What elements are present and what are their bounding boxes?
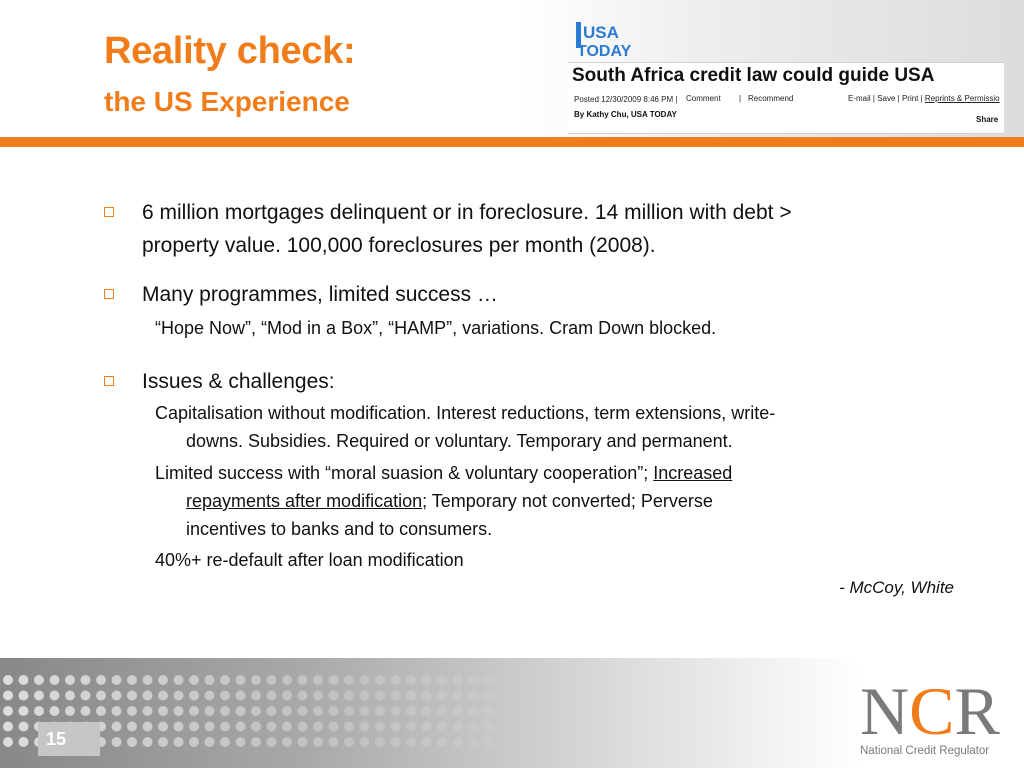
footer-dot xyxy=(344,706,354,716)
sub-bullet-continuation xyxy=(186,487,713,515)
sub-bullet-text: ; Temporary not converted; Perverse xyxy=(422,491,713,511)
footer-dot xyxy=(189,737,199,747)
footer-dot xyxy=(158,706,168,716)
footer-dot xyxy=(143,706,153,716)
clipping-reprints-link[interactable]: Reprints & Permissio xyxy=(924,94,1000,103)
footer-dot xyxy=(50,675,60,685)
footer-dot xyxy=(406,737,416,747)
footer-dot xyxy=(267,737,277,747)
bullet-continuation xyxy=(142,229,656,262)
footer-dot xyxy=(205,706,215,716)
clipping-tools xyxy=(848,94,1003,103)
footer-dot xyxy=(81,691,91,701)
page-number-box xyxy=(38,722,100,756)
footer-dot xyxy=(19,722,29,732)
footer-dot xyxy=(375,691,385,701)
footer-dot xyxy=(220,675,230,685)
sub-bullet-continuation xyxy=(186,427,733,455)
footer-dot xyxy=(189,706,199,716)
ncr-logo-mark: NCR xyxy=(860,673,1000,749)
sub-bullet xyxy=(155,459,732,487)
footer-dot xyxy=(174,737,184,747)
footer-dot xyxy=(205,722,215,732)
footer-dot xyxy=(127,722,137,732)
footer-dot xyxy=(375,675,385,685)
footer-dot xyxy=(406,675,416,685)
clipping-posted-date: Posted 12/30/2009 8:46 PM | xyxy=(574,95,678,104)
footer-dot xyxy=(282,737,292,747)
footer-dot xyxy=(143,737,153,747)
footer-dot xyxy=(391,706,401,716)
footer-dot xyxy=(236,691,246,701)
footer-dot xyxy=(205,691,215,701)
footer-dot xyxy=(174,675,184,685)
footer-dot xyxy=(282,675,292,685)
footer-dot xyxy=(391,675,401,685)
news-clipping xyxy=(568,62,1004,134)
bullet-text: property value. 100,000 foreclosures per month (2008). xyxy=(142,234,656,257)
clipping-recommend-link[interactable]: Recommend xyxy=(748,94,794,103)
footer-dot xyxy=(360,675,370,685)
bullet-item xyxy=(142,365,335,398)
sub-bullet xyxy=(155,314,716,342)
sub-bullet-text: 40%+ re-default after loan modification xyxy=(155,550,464,570)
footer-dot xyxy=(391,691,401,701)
footer-dot xyxy=(143,675,153,685)
footer-dot xyxy=(344,737,354,747)
sub-bullet-continuation xyxy=(186,515,492,543)
footer-dot xyxy=(344,675,354,685)
sub-bullet-underlined: repayments after modification xyxy=(186,491,423,511)
footer-dot xyxy=(112,675,122,685)
footer-dot xyxy=(50,691,60,701)
sub-bullet-text: Capitalisation without modification. Interest reductions, term extensions, write- xyxy=(155,403,776,423)
footer-dot xyxy=(189,675,199,685)
footer-dot xyxy=(406,706,416,716)
footer-dot xyxy=(453,691,463,701)
slide-subtitle: the US Experience xyxy=(104,86,350,117)
usa-today-logo xyxy=(576,20,648,60)
footer-dot xyxy=(468,737,478,747)
footer-dot xyxy=(220,722,230,732)
footer-dot xyxy=(19,737,29,747)
footer-dot xyxy=(127,675,137,685)
footer-dot xyxy=(453,722,463,732)
footer-dot xyxy=(484,706,494,716)
source-attribution: - McCoy, White xyxy=(839,578,954,597)
footer-dot xyxy=(96,675,106,685)
footer-dot xyxy=(468,675,478,685)
footer-dot xyxy=(251,706,261,716)
footer-dot xyxy=(267,675,277,685)
footer-dot xyxy=(437,706,447,716)
logo-line-today: TODAY xyxy=(577,43,632,60)
footer-dot xyxy=(127,691,137,701)
footer-dot xyxy=(34,691,44,701)
footer-dot xyxy=(406,691,416,701)
footer-dot xyxy=(453,737,463,747)
clipping-comment-link[interactable]: Comment xyxy=(686,94,721,103)
slide-title: Reality check: xyxy=(104,30,356,72)
footer-dot xyxy=(437,722,447,732)
bullet-item xyxy=(142,196,792,229)
footer-dot xyxy=(158,722,168,732)
footer-dot xyxy=(453,675,463,685)
footer-dot xyxy=(143,691,153,701)
sub-bullet-text: downs. Subsidies. Required or voluntary. Temporary and permanent. xyxy=(186,431,733,451)
footer-dot xyxy=(96,706,106,716)
sub-bullet-text: Limited success with “moral suasion & voluntary cooperation”; xyxy=(155,463,654,483)
footer-dot xyxy=(329,706,339,716)
footer-dot xyxy=(158,675,168,685)
footer-dot xyxy=(329,737,339,747)
footer-dot xyxy=(391,737,401,747)
footer-dot xyxy=(65,691,75,701)
footer-dot xyxy=(375,706,385,716)
footer-dot xyxy=(174,722,184,732)
footer-dot xyxy=(112,722,122,732)
sub-bullet-underlined: Increased xyxy=(653,463,733,483)
clipping-tools-links[interactable]: E-mail | Save | Print | xyxy=(848,94,925,103)
footer-dot xyxy=(329,675,339,685)
footer-dot xyxy=(298,722,308,732)
footer-dot xyxy=(158,691,168,701)
footer-dot xyxy=(3,737,13,747)
footer-dot xyxy=(298,691,308,701)
footer-dot xyxy=(344,691,354,701)
clipping-separator: | xyxy=(739,94,742,103)
footer-dot xyxy=(81,675,91,685)
footer-dot xyxy=(127,706,137,716)
footer-dot xyxy=(453,706,463,716)
footer-dot xyxy=(174,706,184,716)
footer-dot xyxy=(174,691,184,701)
footer-dot xyxy=(267,706,277,716)
footer-dot xyxy=(298,675,308,685)
footer-dot xyxy=(313,691,323,701)
footer-dot xyxy=(437,691,447,701)
footer-dot xyxy=(267,691,277,701)
footer-dot xyxy=(422,675,432,685)
footer-dot xyxy=(251,691,261,701)
footer-dot xyxy=(251,722,261,732)
footer-dot xyxy=(360,706,370,716)
footer-dot xyxy=(329,722,339,732)
clipping-headline: South Africa credit law could guide USA xyxy=(572,65,935,86)
footer-dot xyxy=(468,706,478,716)
footer-dot xyxy=(313,675,323,685)
footer-dot xyxy=(422,691,432,701)
footer-dot xyxy=(65,706,75,716)
footer-dot xyxy=(189,691,199,701)
sub-bullet xyxy=(155,546,464,574)
footer-dot xyxy=(112,691,122,701)
footer-dot xyxy=(329,691,339,701)
clipping-share-link[interactable]: Share xyxy=(976,115,999,124)
bullet-text: Many programmes, limited success … xyxy=(142,283,498,306)
footer-dot xyxy=(19,675,29,685)
footer-dot xyxy=(236,722,246,732)
footer-dot xyxy=(313,737,323,747)
page-number: 15 xyxy=(46,729,67,749)
footer-dot xyxy=(375,737,385,747)
footer-dot xyxy=(34,675,44,685)
footer-dot xyxy=(236,675,246,685)
header-divider xyxy=(0,137,1024,147)
footer-dot xyxy=(81,706,91,716)
footer-dot xyxy=(3,691,13,701)
footer-dot xyxy=(34,706,44,716)
bullet-square-icon xyxy=(104,376,114,386)
logo-line-usa: USA xyxy=(583,23,619,42)
footer-dot xyxy=(220,737,230,747)
footer-dot xyxy=(143,722,153,732)
footer-dot xyxy=(220,691,230,701)
footer-dot xyxy=(251,737,261,747)
footer-dot xyxy=(282,706,292,716)
bullet-square-icon xyxy=(104,289,114,299)
footer-dot xyxy=(437,737,447,747)
footer-dot xyxy=(360,691,370,701)
sub-bullet-text: “Hope Now”, “Mod in a Box”, “HAMP”, variations. Cram Down blocked. xyxy=(155,318,717,338)
footer-dot xyxy=(19,691,29,701)
footer-dot xyxy=(205,675,215,685)
footer-dot xyxy=(112,737,122,747)
footer-dot xyxy=(391,722,401,732)
footer-dot xyxy=(375,722,385,732)
footer-dot xyxy=(205,737,215,747)
footer-dot xyxy=(251,675,261,685)
footer-dot xyxy=(298,737,308,747)
footer-dot xyxy=(3,675,13,685)
sub-bullet-text: incentives to banks and to consumers. xyxy=(186,519,493,539)
footer-dot xyxy=(220,706,230,716)
footer-dot xyxy=(267,722,277,732)
sub-bullet xyxy=(155,399,775,427)
footer-dot xyxy=(65,675,75,685)
footer-dot xyxy=(422,737,432,747)
bullet-text: Issues & challenges: xyxy=(142,370,335,393)
footer-dot-pattern xyxy=(0,672,840,768)
footer-dot xyxy=(282,691,292,701)
footer-dot xyxy=(422,706,432,716)
bullet-item xyxy=(142,278,498,311)
ncr-logo-caption: National Credit Regulator xyxy=(860,745,990,757)
footer-dot xyxy=(189,722,199,732)
footer-dot xyxy=(112,706,122,716)
footer-dot xyxy=(484,737,494,747)
footer-dot xyxy=(3,706,13,716)
footer-dot xyxy=(468,722,478,732)
footer-dot xyxy=(422,722,432,732)
footer-dot xyxy=(3,722,13,732)
footer-dot xyxy=(298,706,308,716)
footer-dot xyxy=(313,722,323,732)
footer-dot xyxy=(282,722,292,732)
bullet-square-icon xyxy=(104,207,114,217)
footer-dot xyxy=(344,722,354,732)
bullet-text: 6 million mortgages delinquent or in foreclosure. 14 million with debt > xyxy=(142,201,792,224)
footer-dot xyxy=(50,706,60,716)
footer-dot xyxy=(360,737,370,747)
footer-dot xyxy=(236,737,246,747)
footer-dot xyxy=(360,722,370,732)
footer-dot xyxy=(313,706,323,716)
footer-dot xyxy=(484,722,494,732)
footer-dot xyxy=(19,706,29,716)
footer-dot xyxy=(406,722,416,732)
ncr-logo xyxy=(854,670,1004,765)
footer-dot xyxy=(468,691,478,701)
footer-dot xyxy=(236,706,246,716)
footer-dot xyxy=(96,691,106,701)
footer-dot xyxy=(484,675,494,685)
footer-dot xyxy=(484,691,494,701)
footer-dot xyxy=(158,737,168,747)
footer-dot xyxy=(437,675,447,685)
clipping-byline: By Kathy Chu, USA TODAY xyxy=(574,110,677,119)
footer-dot xyxy=(127,737,137,747)
